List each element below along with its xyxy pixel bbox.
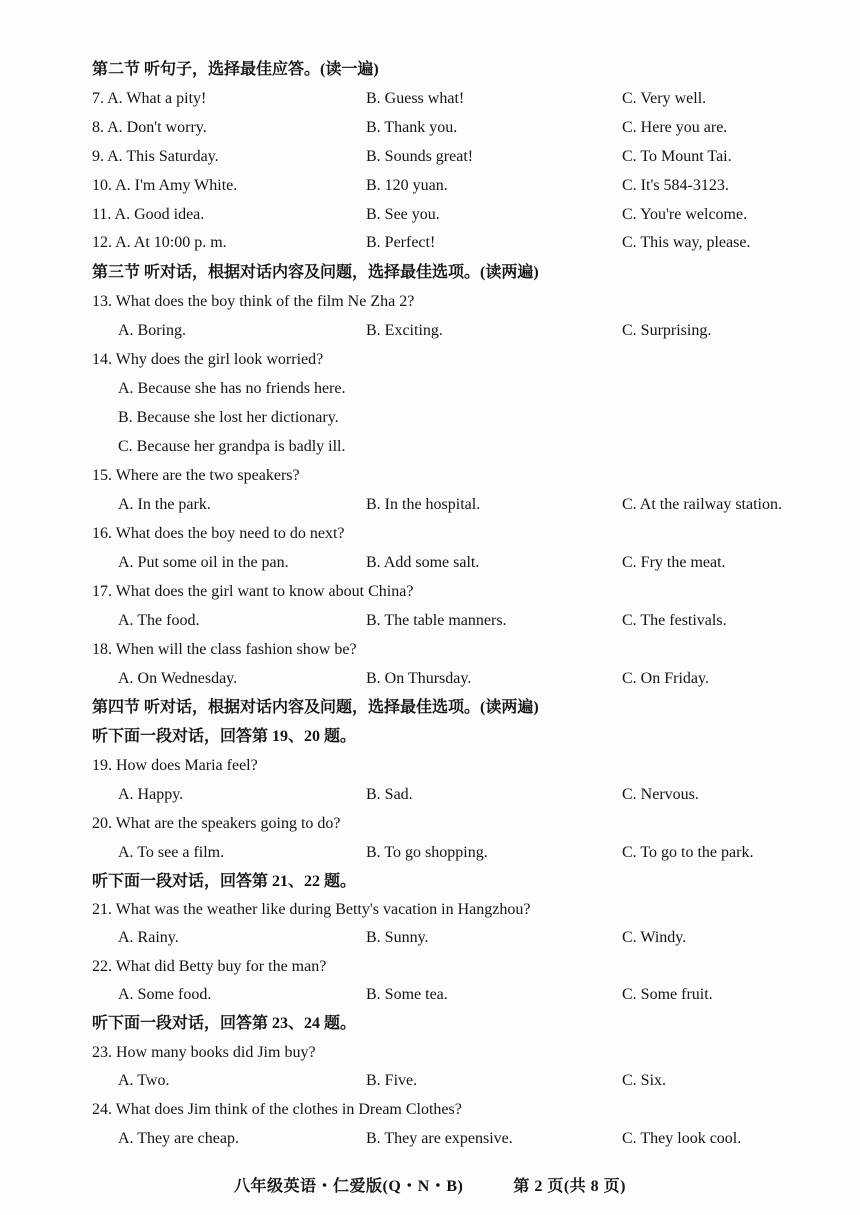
option-c: C. On Friday. [622, 670, 709, 687]
question-14-option-b [0, 404, 860, 432]
footer-title: 八年级英语・仁爱版(Q・N・B) [233, 1178, 464, 1195]
option-c: C. At the railway station. [622, 496, 782, 513]
question-stem: 19. How does Maria feel? [92, 757, 258, 774]
question-stem: 18. When will the class fashion show be? [92, 641, 357, 658]
question-stem: 14. Why does the girl look worried? [92, 351, 324, 368]
option-c: C. You're welcome. [622, 206, 748, 223]
dialogue-intro: 听下面一段对话，回答第 21、22 题。 [92, 873, 357, 890]
page-footer [0, 1173, 860, 1196]
option-a: A. Put some oil in the pan. [118, 554, 289, 571]
question-20-stem [0, 810, 860, 838]
option-c: C. Nervous. [622, 786, 699, 803]
dialogue-intro-1 [0, 723, 860, 751]
section-title: 第二节 听句子，选择最佳应答。(读一遍) [92, 61, 379, 78]
question-14-option-a [0, 375, 860, 403]
option-c: C. Very well. [622, 90, 707, 107]
option-b: B. In the hospital. [366, 496, 481, 513]
dialogue-intro-3 [0, 1010, 860, 1038]
question-18-stem [0, 636, 860, 664]
option-c: C. To Mount Tai. [622, 148, 732, 165]
option-a: A. Happy. [118, 786, 184, 803]
question-15-options [0, 491, 860, 519]
dialogue-intro: 听下面一段对话，回答第 23、24 题。 [92, 1015, 357, 1032]
option-b: B. Sunny. [366, 929, 429, 946]
option-b: B. On Thursday. [366, 670, 472, 687]
option-a: 8. A. Don't worry. [92, 119, 207, 136]
question-19-stem [0, 752, 860, 780]
section-2-header [0, 56, 860, 84]
option-b: B. Sad. [366, 786, 413, 803]
question-11 [0, 201, 860, 229]
question-7 [0, 85, 860, 113]
question-24-options [0, 1125, 860, 1153]
option-a: A. The food. [118, 612, 200, 629]
question-stem: 24. What does Jim think of the clothes in Dream Clothes? [92, 1101, 462, 1118]
question-stem: 16. What does the boy need to do next? [92, 525, 345, 542]
option-c: C. Surprising. [622, 322, 712, 339]
option-a: A. Boring. [118, 322, 186, 339]
question-13-stem [0, 288, 860, 316]
question-17-stem [0, 578, 860, 606]
option-c: C. The festivals. [622, 612, 727, 629]
question-22-options [0, 981, 860, 1009]
question-stem: 20. What are the speakers going to do? [92, 815, 341, 832]
option-a: A. On Wednesday. [118, 670, 238, 687]
section-title: 第四节 听对话，根据对话内容及问题，选择最佳选项。(读两遍) [92, 699, 539, 716]
option-b: B. The table manners. [366, 612, 507, 629]
option-c: C. To go to the park. [622, 844, 754, 861]
question-stem: 22. What did Betty buy for the man? [92, 958, 327, 975]
question-stem: 23. How many books did Jim buy? [92, 1044, 316, 1061]
question-16-stem [0, 520, 860, 548]
option-b: B. Add some salt. [366, 554, 480, 571]
question-stem: 17. What does the girl want to know about China? [92, 583, 414, 600]
question-8 [0, 114, 860, 142]
option-a: 10. A. I'm Amy White. [92, 177, 238, 194]
option-b: B. Perfect! [366, 234, 436, 251]
option-c: C. Fry the meat. [622, 554, 726, 571]
question-23-stem [0, 1039, 860, 1067]
question-20-options [0, 839, 860, 867]
section-3-header [0, 259, 860, 287]
question-9 [0, 143, 860, 171]
section-title: 第三节 听对话，根据对话内容及问题，选择最佳选项。(读两遍) [92, 264, 539, 281]
option-b: B. Because she lost her dictionary. [118, 409, 339, 426]
question-16-options [0, 549, 860, 577]
option-c: C. Six. [622, 1072, 667, 1089]
page-number: 第 2 页(共 8 页) [513, 1178, 626, 1195]
option-b: B. 120 yuan. [366, 177, 448, 194]
option-a: A. To see a film. [118, 844, 225, 861]
question-21-stem [0, 896, 860, 924]
option-c: C. They look cool. [622, 1130, 742, 1147]
question-17-options [0, 607, 860, 635]
option-a: 9. A. This Saturday. [92, 148, 219, 165]
question-14-stem [0, 346, 860, 374]
option-b: B. Sounds great! [366, 148, 474, 165]
question-23-options [0, 1067, 860, 1095]
question-14-option-c [0, 433, 860, 461]
option-b: B. Exciting. [366, 322, 443, 339]
dialogue-intro: 听下面一段对话，回答第 19、20 题。 [92, 728, 357, 745]
option-b: B. Guess what! [366, 90, 465, 107]
question-12 [0, 229, 860, 257]
option-a: 7. A. What a pity! [92, 90, 207, 107]
question-19-options [0, 781, 860, 809]
question-15-stem [0, 462, 860, 490]
question-22-stem [0, 953, 860, 981]
option-a: A. Rainy. [118, 929, 179, 946]
option-b: B. Thank you. [366, 119, 458, 136]
option-a: A. They are cheap. [118, 1130, 239, 1147]
option-a: A. Because she has no friends here. [118, 380, 346, 397]
option-b: B. They are expensive. [366, 1130, 513, 1147]
option-a: 12. A. At 10:00 p. m. [92, 234, 227, 251]
question-stem: 21. What was the weather like during Betty's vacation in Hangzhou? [92, 901, 531, 918]
dialogue-intro-2 [0, 868, 860, 896]
option-a: A. In the park. [118, 496, 211, 513]
option-c: C. It's 584-3123. [622, 177, 729, 194]
question-13-options [0, 317, 860, 345]
option-b: B. To go shopping. [366, 844, 488, 861]
option-c: C. Windy. [622, 929, 687, 946]
option-b: B. See you. [366, 206, 440, 223]
option-a: A. Two. [118, 1072, 170, 1089]
option-c: C. This way, please. [622, 234, 751, 251]
option-c: C. Some fruit. [622, 986, 713, 1003]
option-c: C. Here you are. [622, 119, 728, 136]
question-21-options [0, 924, 860, 952]
question-24-stem [0, 1096, 860, 1124]
question-10 [0, 172, 860, 200]
question-18-options [0, 665, 860, 693]
option-b: B. Five. [366, 1072, 418, 1089]
section-4-header [0, 694, 860, 722]
question-stem: 13. What does the boy think of the film Ne Zha 2? [92, 293, 415, 310]
question-stem: 15. Where are the two speakers? [92, 467, 300, 484]
option-c: C. Because her grandpa is badly ill. [118, 438, 346, 455]
option-a: A. Some food. [118, 986, 212, 1003]
option-b: B. Some tea. [366, 986, 448, 1003]
option-a: 11. A. Good idea. [92, 206, 205, 223]
